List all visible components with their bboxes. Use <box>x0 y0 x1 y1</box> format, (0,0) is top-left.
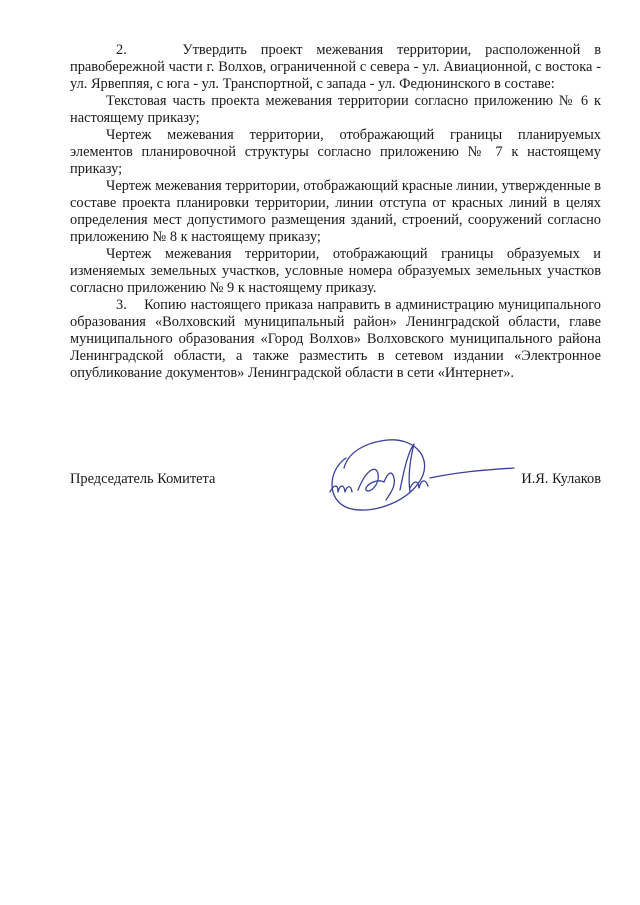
signatory-name: И.Я. Кулаков <box>521 471 601 487</box>
signatory-title: Председатель Комитета <box>70 471 216 487</box>
paragraph-appendix-8: Чертеж межевания территории, отображающий красные линии, утвержденные в составе проекта планировки территории, линии отступа от красных линий в целях определения мест допустимого размещения зданий, строений, сооружений согласно приложению № 8 к настоящему приказу; <box>70 178 601 245</box>
paragraph-item-2: 2. Утвердить проект межевания территории, расположенной в правобережной части г. Волхов, ограниченной с севера - ул. Авиационной, с востока - ул. Ярвеппяя, с юга - ул. Транспортной, с запада - ул. Федюнинского в составе: <box>70 42 601 92</box>
paragraph-appendix-9: Чертеж межевания территории, отображающий границы образуемых и изменяемых земельных участков, условные номера образуемых земельных участков согласно приложению № 9 к настоящему приказу. <box>70 246 601 296</box>
handwritten-signature <box>318 430 518 520</box>
paragraph-item-3: 3. Копию настоящего приказа направить в администрацию муниципального образования «Волховский муниципальный район» Ленинградской области, главе муниципального образования «Город Волхов» Волховского муниципального района Ленинградской области, а также разместить в сетевом издании «Электронное опубликование документов» Ленинградской области в сети «Интернет». <box>70 297 601 381</box>
paragraph-appendix-6: Текстовая часть проекта межевания территории согласно приложению № 6 к настоящему приказу; <box>70 93 601 126</box>
document-body <box>70 42 601 382</box>
paragraph-appendix-7: Чертеж межевания территории, отображающий границы планируемых элементов планировочной структуры согласно приложению № 7 к настоящему приказу; <box>70 127 601 177</box>
